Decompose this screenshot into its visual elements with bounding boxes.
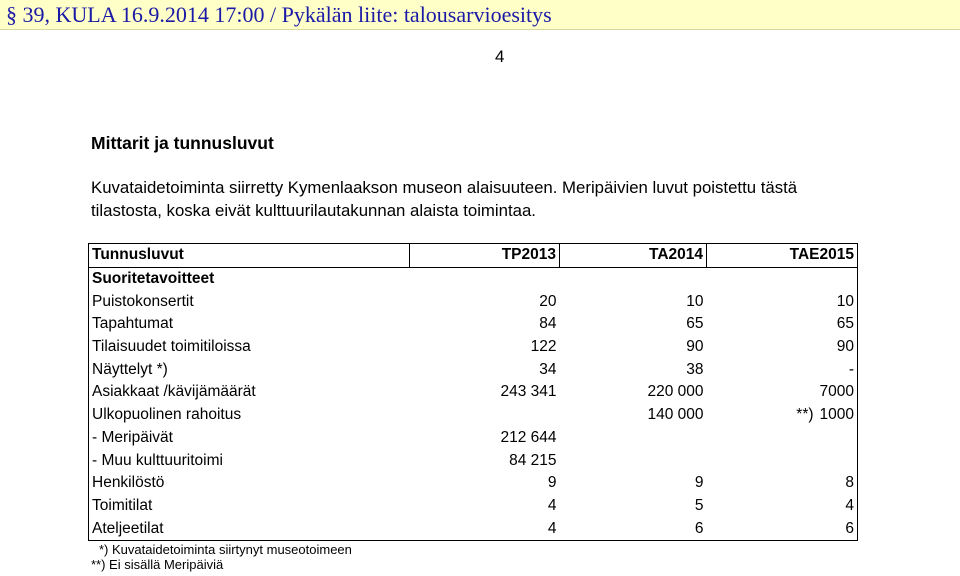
- row-label: Tapahtumat: [92, 315, 173, 333]
- column-header-ta2014: TA2014: [560, 244, 707, 268]
- cell-tae2015: [707, 427, 858, 450]
- cell-tp2013: 84: [539, 315, 557, 333]
- table-row: [89, 290, 858, 313]
- cell-ta2014: 5: [694, 496, 704, 514]
- cell-ta2014: 90: [686, 338, 704, 356]
- page-number: 4: [495, 47, 505, 66]
- row-label: - Muu kulttuuritoimi: [92, 451, 223, 469]
- cell-tae2015: 7000: [819, 383, 854, 401]
- footnote-marker: **): [796, 406, 814, 424]
- table-row: [89, 404, 858, 427]
- document-header-bar: [0, 0, 960, 30]
- table-row: [89, 517, 858, 540]
- table-row: [89, 427, 858, 450]
- cell-tp2013: [410, 404, 560, 427]
- metrics-table: [88, 243, 858, 541]
- table-subheading-row: [89, 267, 858, 290]
- cell-ta2014: 220 000: [647, 383, 704, 401]
- row-label: Tilaisuudet toimitiloissa: [92, 338, 251, 356]
- cell-tae2015: 6: [845, 519, 854, 537]
- intro-line: Kuvataidetoiminta siirretty Kymenlaakson museon alaisuuteen. Meripäivien luvut poistettu tästä: [91, 178, 798, 197]
- cell-tae2015: 8: [845, 474, 854, 492]
- cell-ta2014: 10: [686, 292, 704, 310]
- cell-tp2013: 4: [547, 496, 557, 514]
- cell-tp2013: 212 644: [500, 428, 557, 446]
- table-row: [89, 358, 858, 381]
- section-heading: Mittarit ja tunnusluvut: [91, 133, 274, 153]
- cell-value: 1000: [819, 406, 854, 424]
- row-label: Henkilöstö: [92, 474, 165, 492]
- table-row: [89, 449, 858, 472]
- row-label: Ateljeetilat: [92, 519, 164, 537]
- subheading-suoritetavoitteet: Suoritetavoitteet: [92, 270, 215, 288]
- cell-tp2013: 84 215: [509, 451, 557, 469]
- footnote-1: *) Kuvataidetoiminta siirtynyt museotoimeen: [99, 542, 352, 557]
- column-header-tae2015: TAE2015: [707, 244, 858, 268]
- table-row: [89, 381, 858, 404]
- cell-tp2013: 122: [530, 338, 557, 356]
- cell-tp2013: 34: [539, 360, 557, 378]
- row-label: Ulkopuolinen rahoitus: [92, 406, 242, 424]
- intro-paragraph: [91, 176, 931, 222]
- row-label: Puistokonsertit: [92, 292, 194, 310]
- cell-ta2014: 6: [694, 519, 704, 537]
- cell-ta2014: 65: [686, 315, 704, 333]
- column-header-tunnusluvut: Tunnusluvut: [89, 244, 410, 268]
- cell-ta2014: 140 000: [647, 406, 704, 424]
- cell-tp2013: 20: [539, 292, 557, 310]
- cell-ta2014: [560, 427, 707, 450]
- cell-ta2014: 38: [686, 360, 704, 378]
- cell-tae2015: [707, 404, 858, 427]
- document-title: § 39, KULA 16.9.2014 17:00 / Pykälän liite: talousarvioesitys: [6, 2, 552, 27]
- footnote-2: **) Ei sisällä Meripäiviä: [91, 557, 224, 572]
- row-label: Toimitilat: [92, 496, 153, 514]
- footnotes: [91, 542, 352, 572]
- row-label: Asiakkaat /kävijämäärät: [92, 383, 256, 401]
- cell-tp2013: 4: [547, 519, 557, 537]
- cell-ta2014: [560, 449, 707, 472]
- column-header-tp2013: TP2013: [410, 244, 560, 268]
- cell-tae2015: -: [848, 360, 854, 378]
- cell-tae2015: 4: [845, 496, 854, 514]
- cell-tae2015: 10: [836, 292, 854, 310]
- row-label: Näyttelyt *): [92, 360, 168, 378]
- table-header-row: [89, 244, 858, 268]
- cell-ta2014: 9: [694, 474, 704, 492]
- cell-tae2015: 65: [836, 315, 854, 333]
- table-row: [89, 313, 858, 336]
- cell-tp2013: 9: [547, 474, 557, 492]
- row-label: - Meripäivät: [92, 428, 173, 446]
- table-row: [89, 495, 858, 518]
- cell-tae2015: [707, 449, 858, 472]
- table-row: [89, 336, 858, 359]
- cell-tp2013: 243 341: [500, 383, 557, 401]
- table-row: [89, 472, 858, 495]
- intro-line: tilastosta, koska eivät kulttuurilautakunnan alaista toimintaa.: [91, 201, 536, 220]
- cell-tae2015: 90: [836, 338, 854, 356]
